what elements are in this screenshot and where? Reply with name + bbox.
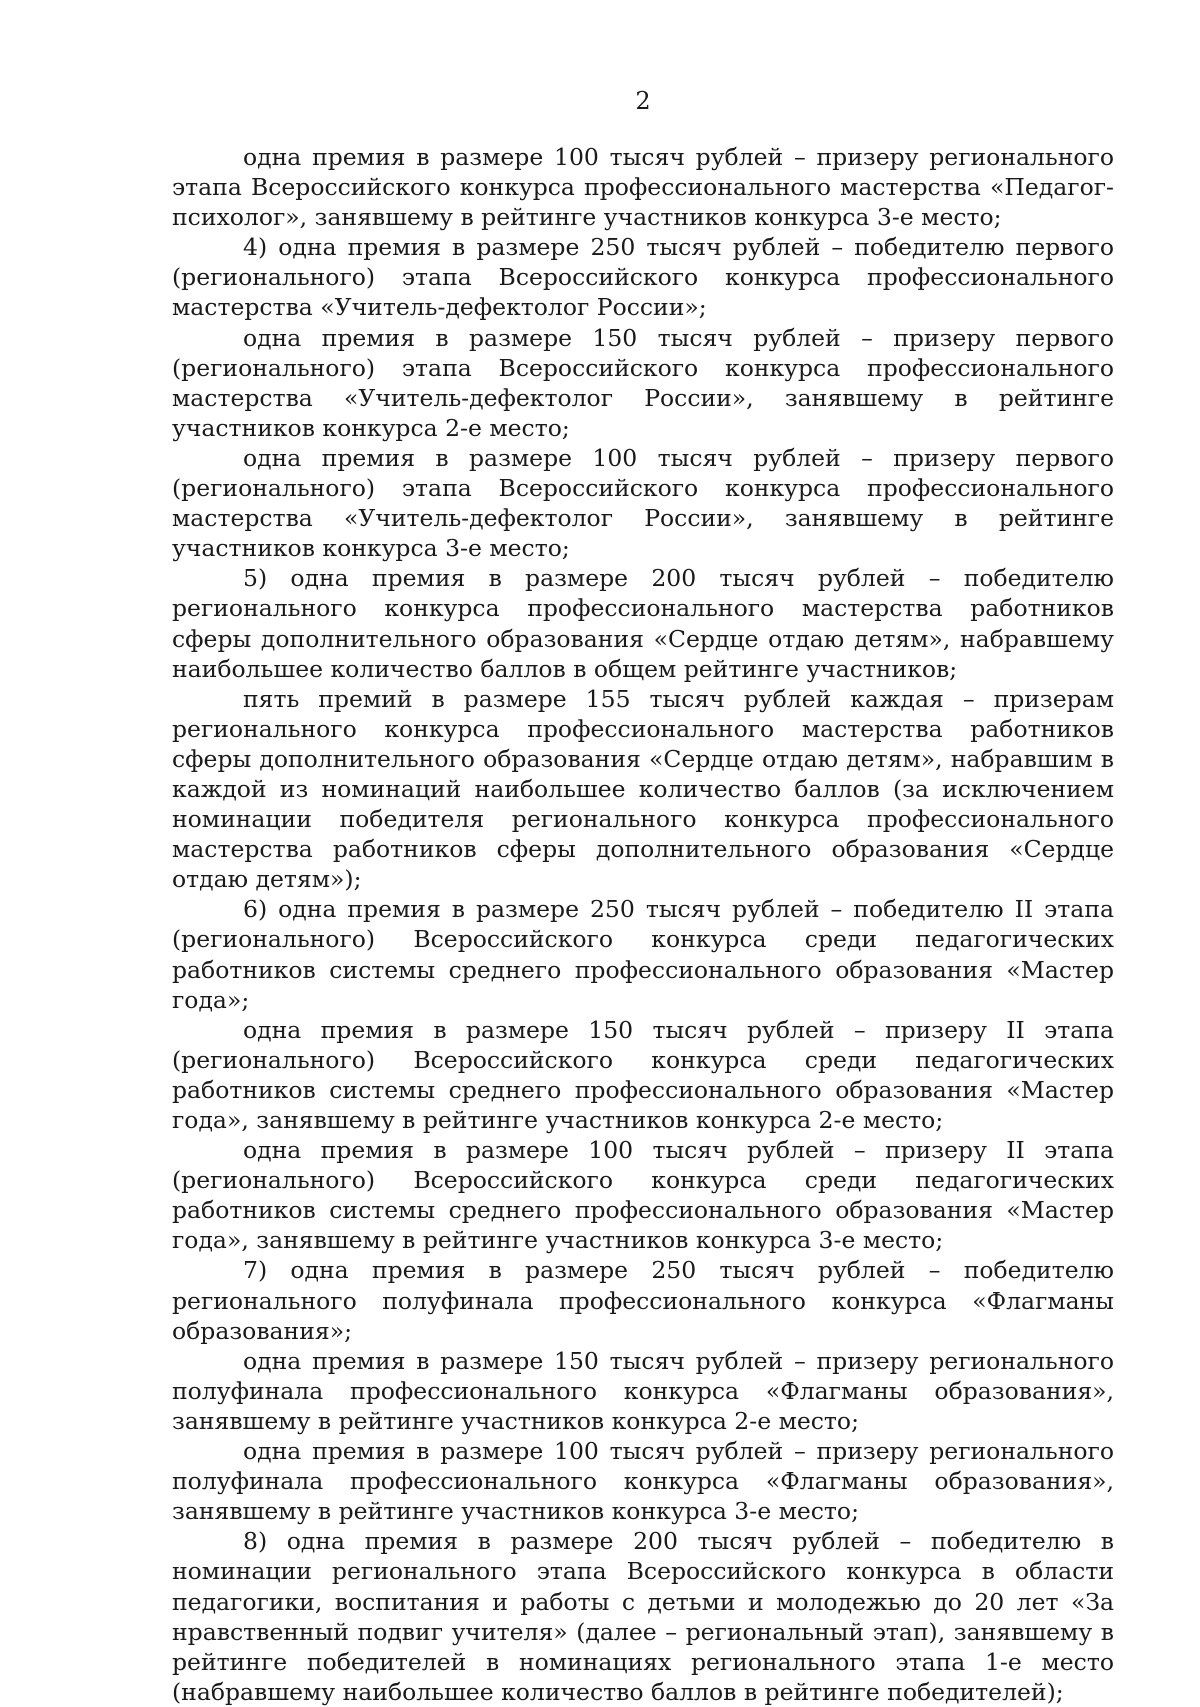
- paragraph: 5) одна премия в размере 200 тысяч рублей – победителю регионального конкурса профессионального мастерства работников сферы дополнительного образования «Сердце отдаю детям», набравшему наибольшее количество баллов в общем рейтинге участников;: [172, 564, 1114, 683]
- paragraph: одна премия в размере 150 тысяч рублей – призеру II этапа (регионального) Всероссийского конкурса среди педагогических работников системы среднего профессионального образования «Мастер года», занявшему в рейтинге участников конкурса 2-е место;: [172, 1015, 1114, 1134]
- paragraph: одна премия в размере 100 тысяч рублей – призеру регионального этапа Всероссийского конкурса профессионального мастерства «Педагог-психолог», занявшему в рейтинге участников конкурса 3-е место;: [172, 143, 1114, 232]
- paragraph: 7) одна премия в размере 250 тысяч рублей – победителю регионального полуфинала профессионального конкурса «Флагманы образования»;: [172, 1256, 1114, 1345]
- paragraph: 4) одна премия в размере 250 тысяч рублей – победителю первого (регионального) этапа Всероссийского конкурса профессионального мастерства «Учитель-дефектолог России»;: [172, 233, 1114, 322]
- paragraph: одна премия в размере 100 тысяч рублей – призеру первого (регионального) этапа Всероссийского конкурса профессионального мастерства «Учитель-дефектолог России», занявшему в рейтинге участников конкурса 3-е место;: [172, 443, 1114, 563]
- page-number: 2: [635, 87, 651, 115]
- paragraph: 6) одна премия в размере 250 тысяч рублей – победителю II этапа (регионального) Всероссийского конкурса среди педагогических работников системы среднего профессионального образования «Мастер года»;: [172, 895, 1114, 1014]
- paragraph: 8) одна премия в размере 200 тысяч рублей – победителю в номинации регионального этапа Всероссийского конкурса в области педагогики, воспитания и работы с детьми и молодежью до 20 лет «За нравственный подвиг учителя» (далее – региональный этап), занявшему в рейтинге победителей в номинациях регионального этапа 1-е место (набравшему наибольшее количество баллов в рейтинге победителей);: [172, 1527, 1114, 1706]
- paragraph: одна премия в размере 150 тысяч рублей – призеру первого (регионального) этапа Всероссийского конкурса профессионального мастерства «Учитель-дефектолог России», занявшему в рейтинге участников конкурса 2-е место;: [172, 323, 1114, 442]
- paragraph: одна премия в размере 100 тысяч рублей – призеру регионального полуфинала профессионального конкурса «Флагманы образования», занявшему в рейтинге участников конкурса 3-е место;: [172, 1437, 1114, 1526]
- paragraph: пять премий в размере 155 тысяч рублей каждая – призерам регионального конкурса профессионального мастерства работников сферы дополнительного образования «Сердце отдаю детям», набравшим в каждой из номинаций наибольшее количество баллов (за исключением номинации победителя регионального конкурса профессионального мастерства работников сферы дополнительного образования «Сердце отдаю детям»);: [172, 684, 1114, 894]
- paragraph: одна премия в размере 100 тысяч рублей – призеру II этапа (регионального) Всероссийского конкурса среди педагогических работников системы среднего профессионального образования «Мастер года», занявшему в рейтинге участников конкурса 3-е место;: [172, 1136, 1114, 1255]
- paragraph: одна премия в размере 150 тысяч рублей – призеру регионального полуфинала профессионального конкурса «Флагманы образования», занявшему в рейтинге участников конкурса 2-е место;: [172, 1346, 1114, 1435]
- document-body: [172, 142, 1114, 1707]
